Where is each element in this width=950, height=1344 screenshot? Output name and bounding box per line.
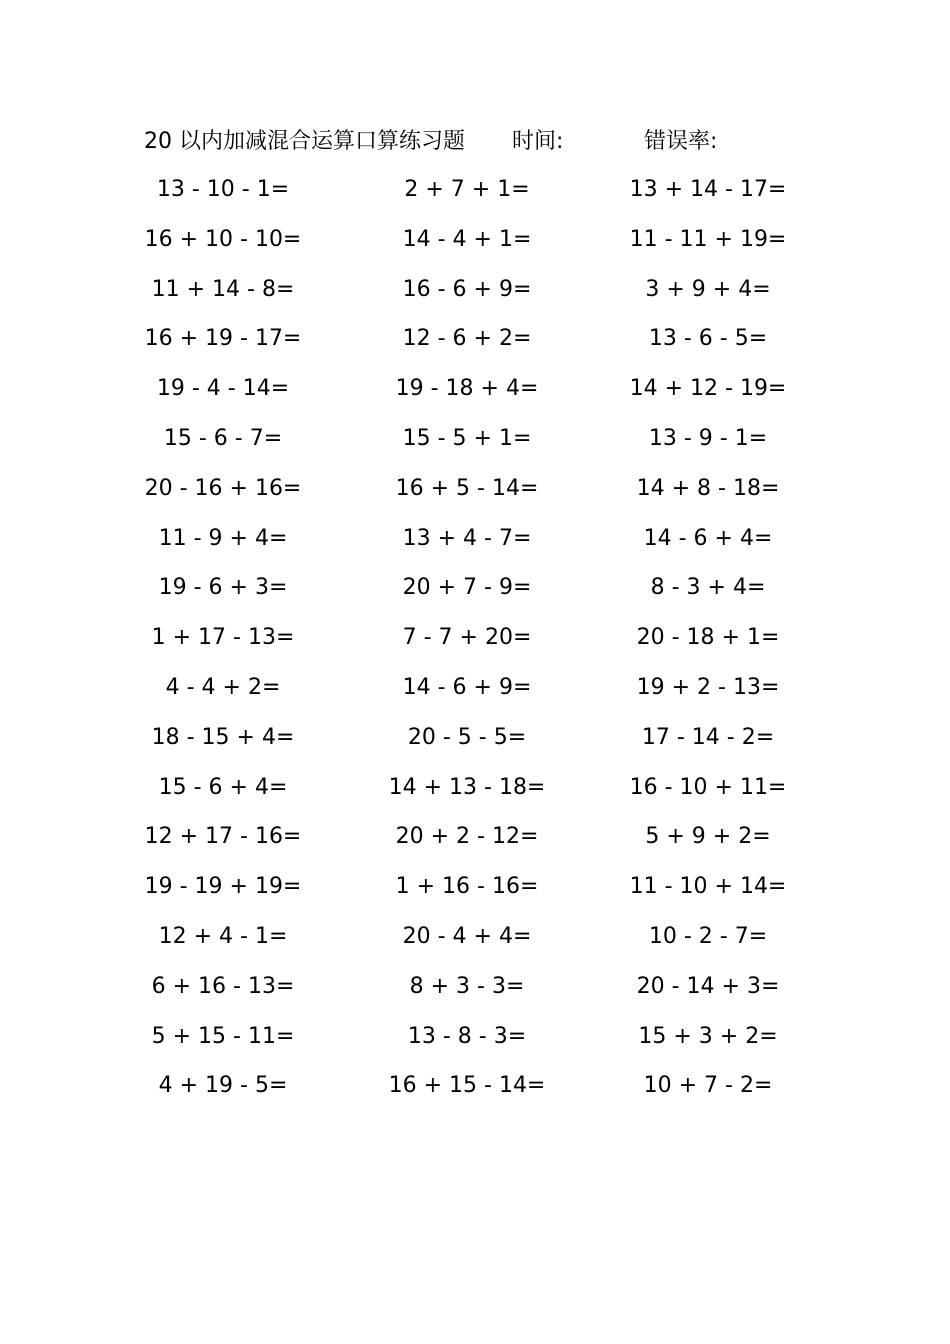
worksheet-title: 20 以内加减混合运算口算练习题 bbox=[144, 129, 465, 154]
problem-item: 20 + 2 - 12= bbox=[395, 824, 539, 850]
problem-item: 10 - 2 - 7= bbox=[648, 923, 768, 949]
problem-item: 8 + 3 - 3= bbox=[409, 973, 525, 999]
problem-item: 17 - 14 - 2= bbox=[641, 724, 775, 750]
problem-item: 4 + 19 - 5= bbox=[158, 1073, 288, 1099]
problem-item: 20 - 5 - 5= bbox=[407, 724, 527, 750]
problem-item: 12 + 4 - 1= bbox=[158, 923, 288, 949]
problem-row bbox=[0, 469, 950, 519]
problem-item: 15 - 6 + 4= bbox=[158, 774, 288, 800]
problem-item: 14 - 6 + 9= bbox=[402, 674, 532, 700]
problem-row bbox=[0, 668, 950, 718]
problem-row bbox=[0, 220, 950, 270]
problem-item: 20 - 4 + 4= bbox=[402, 923, 532, 949]
problem-item: 20 - 16 + 16= bbox=[144, 475, 302, 501]
problem-item: 16 - 10 + 11= bbox=[629, 774, 787, 800]
problem-row bbox=[0, 170, 950, 220]
problem-item: 2 + 7 + 1= bbox=[404, 177, 530, 202]
problem-row bbox=[0, 917, 950, 967]
problem-item: 1 + 16 - 16= bbox=[395, 874, 539, 900]
problem-item: 14 + 13 - 18= bbox=[388, 774, 546, 800]
problem-item: 7 - 7 + 20= bbox=[402, 625, 532, 651]
problem-item: 18 - 15 + 4= bbox=[151, 724, 295, 750]
problem-item: 12 + 17 - 16= bbox=[144, 824, 302, 850]
problem-row bbox=[0, 817, 950, 867]
problem-item: 16 - 6 + 9= bbox=[402, 276, 532, 302]
problem-item: 13 + 4 - 7= bbox=[402, 525, 532, 551]
problem-row bbox=[0, 618, 950, 668]
problem-row bbox=[0, 319, 950, 369]
problem-item: 19 + 2 - 13= bbox=[636, 674, 780, 700]
problem-item: 1 + 17 - 13= bbox=[151, 625, 295, 651]
problem-item: 20 - 14 + 3= bbox=[636, 973, 780, 999]
problem-item: 13 - 6 - 5= bbox=[648, 326, 768, 352]
problem-item: 11 - 9 + 4= bbox=[158, 525, 288, 551]
problem-item: 13 - 9 - 1= bbox=[648, 425, 768, 451]
problem-row bbox=[0, 419, 950, 469]
problem-item: 15 + 3 + 2= bbox=[638, 1023, 778, 1049]
problem-item: 13 - 10 - 1= bbox=[156, 177, 290, 202]
problem-item: 12 - 6 + 2= bbox=[402, 326, 532, 352]
problem-row bbox=[0, 967, 950, 1017]
problem-row bbox=[0, 768, 950, 818]
problem-row bbox=[0, 519, 950, 569]
problem-row bbox=[0, 270, 950, 320]
problem-row bbox=[0, 1017, 950, 1067]
problem-item: 11 + 14 - 8= bbox=[151, 276, 295, 302]
problem-row bbox=[0, 568, 950, 618]
problem-item: 11 - 10 + 14= bbox=[629, 874, 787, 900]
problem-item: 19 - 4 - 14= bbox=[156, 376, 290, 402]
problem-item: 5 + 9 + 2= bbox=[645, 824, 771, 850]
problem-item: 6 + 16 - 13= bbox=[151, 973, 295, 999]
error-rate-label: 错误率: bbox=[644, 129, 718, 154]
problem-item: 14 - 6 + 4= bbox=[643, 525, 773, 551]
problem-item: 14 + 12 - 19= bbox=[629, 376, 787, 402]
problem-row bbox=[0, 1066, 950, 1116]
problem-item: 5 + 15 - 11= bbox=[151, 1023, 295, 1049]
problem-item: 15 - 5 + 1= bbox=[402, 425, 532, 451]
problem-item: 10 + 7 - 2= bbox=[643, 1073, 773, 1099]
problem-item: 16 + 10 - 10= bbox=[144, 226, 302, 252]
problem-item: 19 - 6 + 3= bbox=[158, 575, 288, 601]
problem-item: 13 + 14 - 17= bbox=[629, 177, 787, 202]
problem-item: 4 - 4 + 2= bbox=[165, 674, 281, 700]
problem-item: 16 + 5 - 14= bbox=[395, 475, 539, 501]
problem-item: 8 - 3 + 4= bbox=[650, 575, 766, 601]
problem-item: 14 + 8 - 18= bbox=[636, 475, 780, 501]
problem-item: 16 + 19 - 17= bbox=[144, 326, 302, 352]
problem-row bbox=[0, 718, 950, 768]
problem-row bbox=[0, 867, 950, 917]
time-label: 时间: bbox=[512, 129, 564, 154]
problem-item: 19 - 19 + 19= bbox=[144, 874, 302, 900]
problem-grid bbox=[0, 170, 950, 1116]
problem-item: 19 - 18 + 4= bbox=[395, 376, 539, 402]
problem-item: 13 - 8 - 3= bbox=[407, 1023, 527, 1049]
problem-item: 15 - 6 - 7= bbox=[163, 425, 283, 451]
problem-item: 20 - 18 + 1= bbox=[636, 625, 780, 651]
problem-item: 20 + 7 - 9= bbox=[402, 575, 532, 601]
problem-item: 11 - 11 + 19= bbox=[629, 226, 787, 252]
problem-item: 14 - 4 + 1= bbox=[402, 226, 532, 252]
problem-item: 3 + 9 + 4= bbox=[645, 276, 771, 302]
problem-item: 16 + 15 - 14= bbox=[388, 1073, 546, 1099]
problem-row bbox=[0, 369, 950, 419]
